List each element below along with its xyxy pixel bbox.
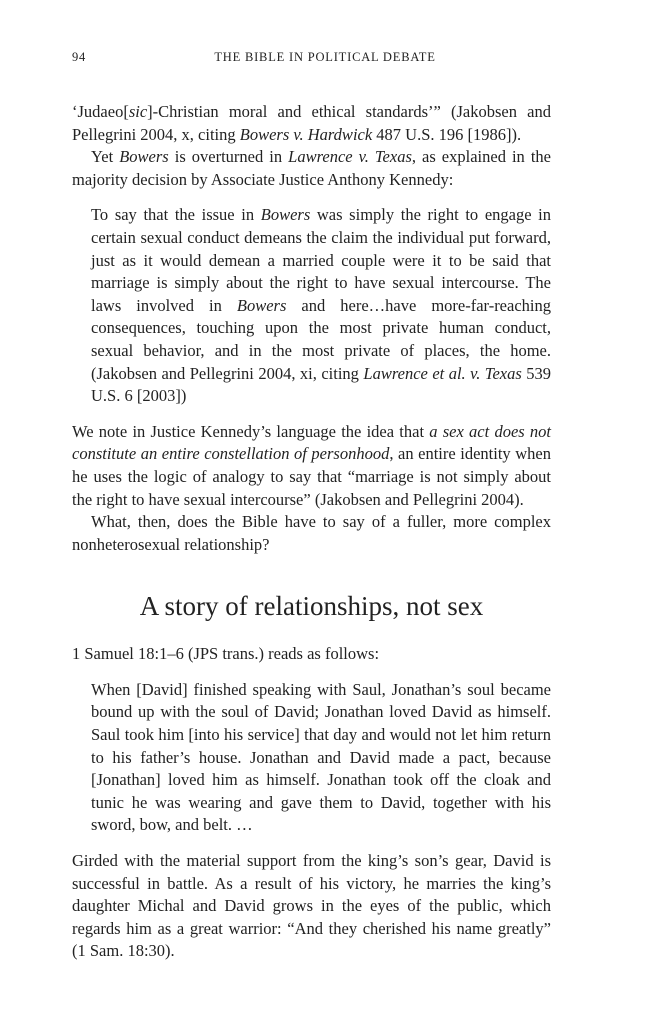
paragraph-1	[72, 101, 551, 146]
italic-run: Lawrence et al. v. Texas	[363, 363, 522, 383]
running-title: THE BIBLE IN POLITICAL DEBATE	[214, 50, 436, 64]
text-run: , an entire identity when he uses the logic of analogy to say that “marriage is not simply about the right to have sexual intercourse” (Jakobsen and Pellegrini 2004).	[72, 444, 551, 509]
quote-2-text: When [David] finished speaking with Saul, Jonathan’s soul became bound up with the soul of David; Jonathan loved David as himself. Saul took him [into his service] that day and would not let him return to his father’s house. Jonathan and David made a pact, because [Jonathan] loved him as himself. Jonathan took off the cloak and tunic he was wearing and gave them to David, together with his sword, bow, and belt. …	[91, 679, 551, 835]
page-body	[72, 101, 551, 963]
text-run: , as explained in the majority decision by Associate Justice Anthony Kennedy:	[72, 147, 551, 189]
italic-run: a sex act does not constitute an entire constellation of personhood	[72, 421, 551, 464]
text-run: and here…have more-far-reaching consequences, touching upon the most private human conduct, sexual behavior, and in the most private of places, the home. (Jakobsen and Pellegrini 2004, xi, citing	[91, 295, 551, 383]
quote-1-text	[91, 204, 551, 407]
paragraph-4: What, then, does the Bible have to say of a fuller, more complex nonheterosexual relationship?	[72, 512, 551, 554]
text-run: 539 U.S. 6 [2003])	[91, 363, 552, 406]
paragraph-2	[72, 146, 551, 191]
text-run: 487 U.S. 196 [1986]).	[372, 124, 522, 144]
text-run: We note in Justice Kennedy’s language the idea that	[72, 421, 430, 441]
paragraph-5: 1 Samuel 18:1–6 (JPS trans.) reads as follows:	[72, 644, 380, 664]
text-run: ]-Christian moral and ethical standards’” (Jakobsen and Pellegrini 2004, x, citing	[72, 102, 551, 144]
italic-run: Bowers	[260, 205, 311, 225]
text-run: To say that the issue in	[91, 205, 261, 225]
italic-run: Lawrence v. Texas	[288, 147, 412, 167]
block-quote-1	[91, 204, 551, 407]
italic-run: Bowers v. Hardwick	[239, 124, 373, 144]
italic-run: Bowers	[119, 147, 169, 167]
italic-run: sic	[128, 102, 148, 121]
page-number: 94	[72, 50, 87, 64]
text-run: was simply the right to engage in certain sexual conduct demeans the claim the individual put forward, just as it would demean a married couple were it to be said that marriage is simply about the right to have sexual intercourse. The laws involved in	[91, 205, 552, 315]
section-heading: A story of relationships, not sex	[139, 591, 484, 622]
running-head	[72, 50, 578, 72]
text-run: is overturned in	[168, 147, 289, 167]
paragraph-6: Girded with the material support from the king’s son’s gear, David is successful in battle. As a result of his victory, he marries the king’s daughter Michal and David grows in the eyes of the public, which regards him as a great warrior: “And they cherished his name greatly” (1 Sam. 18:30).	[72, 851, 551, 961]
text-run: ‘Judaeo[	[72, 102, 129, 121]
text-run: Yet	[91, 147, 120, 167]
block-quote-2	[91, 679, 551, 837]
italic-run: Bowers	[236, 295, 287, 315]
paragraph-3	[72, 421, 551, 511]
